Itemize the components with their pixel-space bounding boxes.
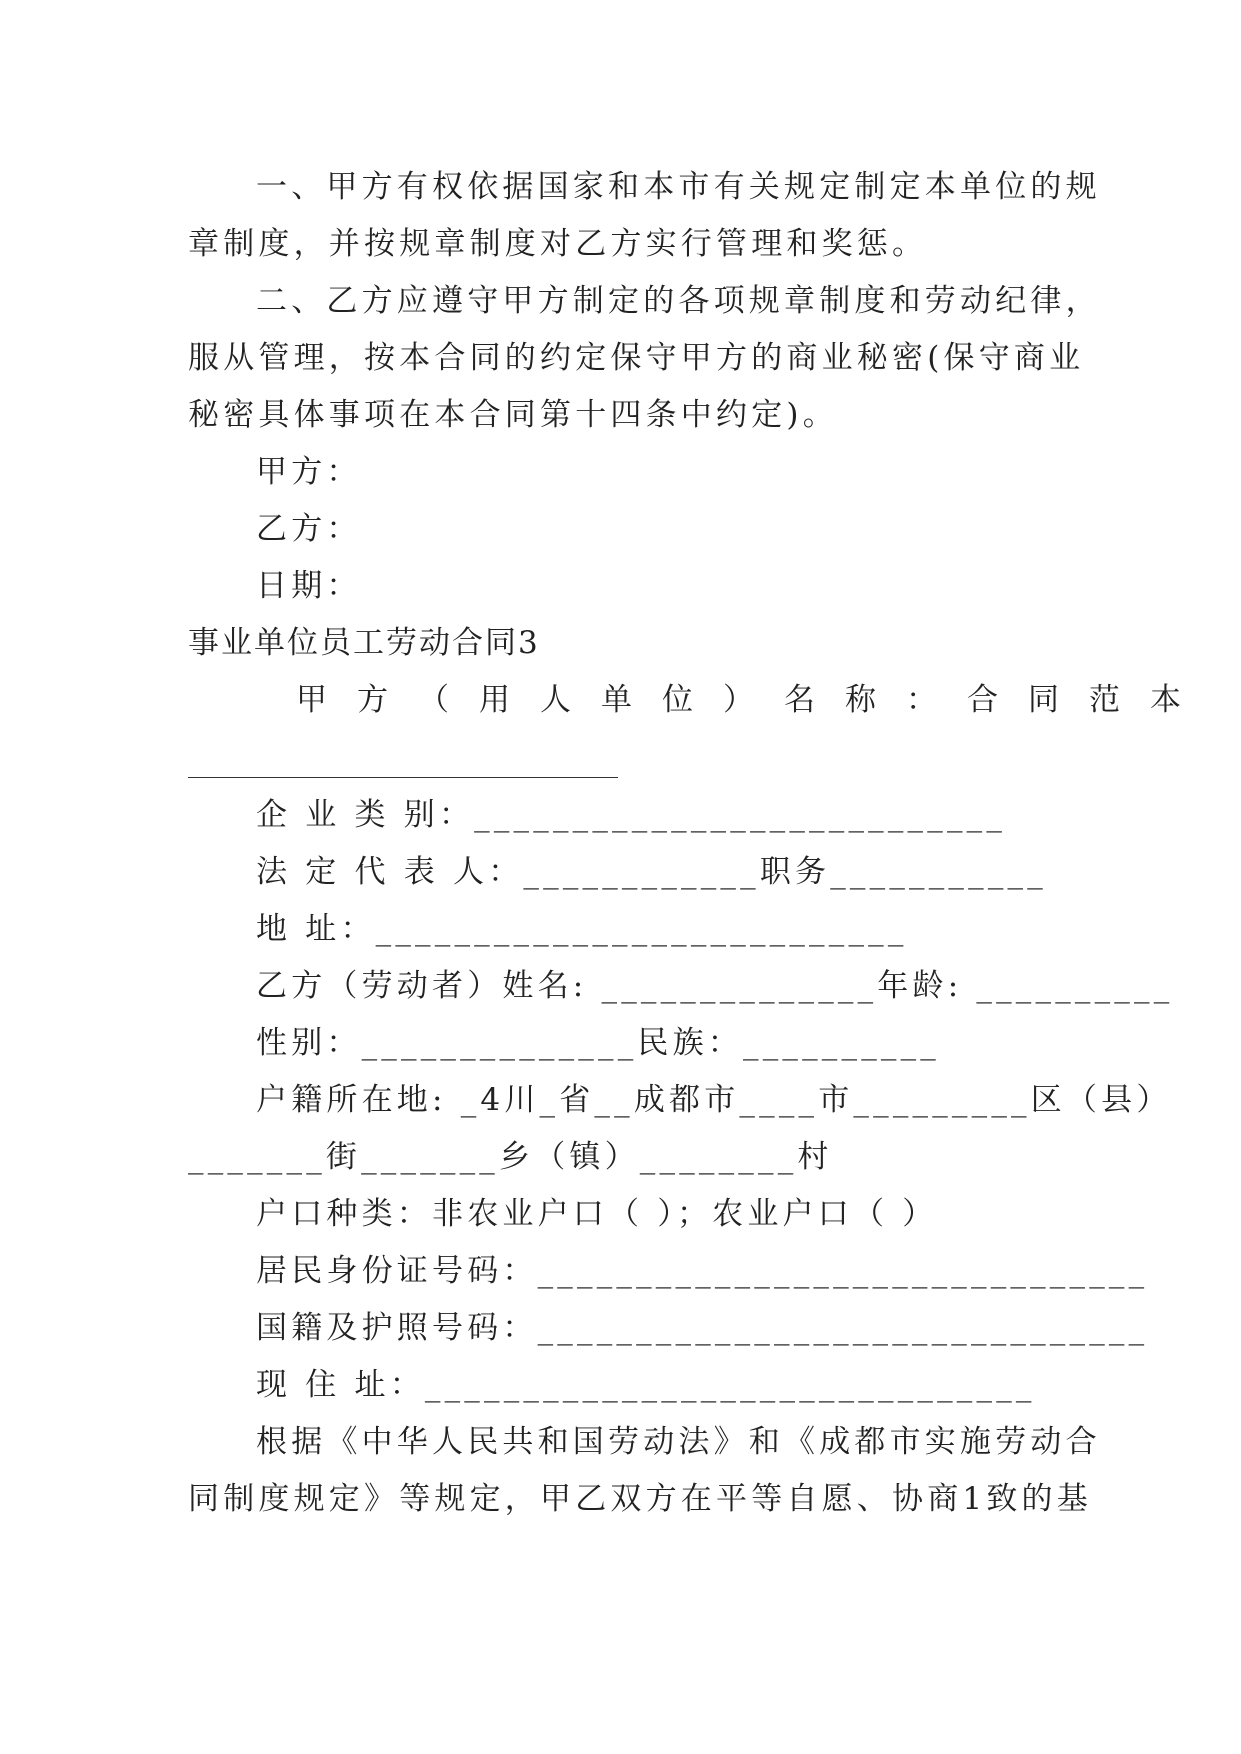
field-employee-name-age: 乙方（劳动者）姓名: ______________年龄: __________ (256, 968, 1174, 1004)
paragraph-line: 一、甲方有权依据国家和本市有关规定制定本单位的规 (256, 169, 1101, 205)
signature-date: 日期： (256, 568, 362, 604)
field-gender-ethnicity: 性别：______________民族：__________ (256, 1025, 940, 1061)
field-passport: 国籍及护照号码：_______________________________ (256, 1310, 1149, 1346)
field-household-type: 户口种类：非农业户口（ ）；农业户口（ ） (256, 1196, 938, 1232)
employer-name-line: 甲方（用人单位）名称：合同范本 (296, 682, 1211, 718)
paragraph-line: 秘密具体事项在本合同第十四条中约定)。 (188, 397, 838, 433)
blank-underline (188, 777, 618, 778)
field-household-location: 户籍所在地: _4川_省__成都市____市_________区（县） (256, 1082, 1172, 1118)
paragraph-line: 章制度，并按规章制度对乙方实行管理和奖惩。 (188, 226, 928, 262)
field-enterprise-type: 企 业 类 别：___________________________ (256, 797, 1007, 833)
field-household-location-cont: _______街_______乡（镇）________村 (188, 1139, 833, 1175)
paragraph-line: 根据《中华人民共和国劳动法》和《成都市实施劳动合 (256, 1424, 1101, 1460)
field-id-number: 居民身份证号码：_______________________________ (256, 1253, 1149, 1289)
paragraph-line: 同制度规定》等规定，甲乙双方在平等自愿、协商1致的基 (188, 1481, 1092, 1517)
paragraph-line: 服从管理，按本合同的约定保守甲方的商业秘密(保守商业 (188, 340, 1085, 376)
section-title: 事业单位员工劳动合同3 (188, 625, 540, 661)
field-current-address: 现 住 址：_______________________________ (256, 1367, 1036, 1403)
paragraph-line: 二、乙方应遵守甲方制定的各项规章制度和劳动纪律， (256, 283, 1101, 319)
signature-party-b: 乙方： (256, 511, 362, 547)
field-address: 地 址：___________________________ (256, 911, 908, 947)
field-legal-representative: 法 定 代 表 人：____________职务___________ (256, 854, 1047, 890)
signature-party-a: 甲方： (256, 454, 362, 490)
